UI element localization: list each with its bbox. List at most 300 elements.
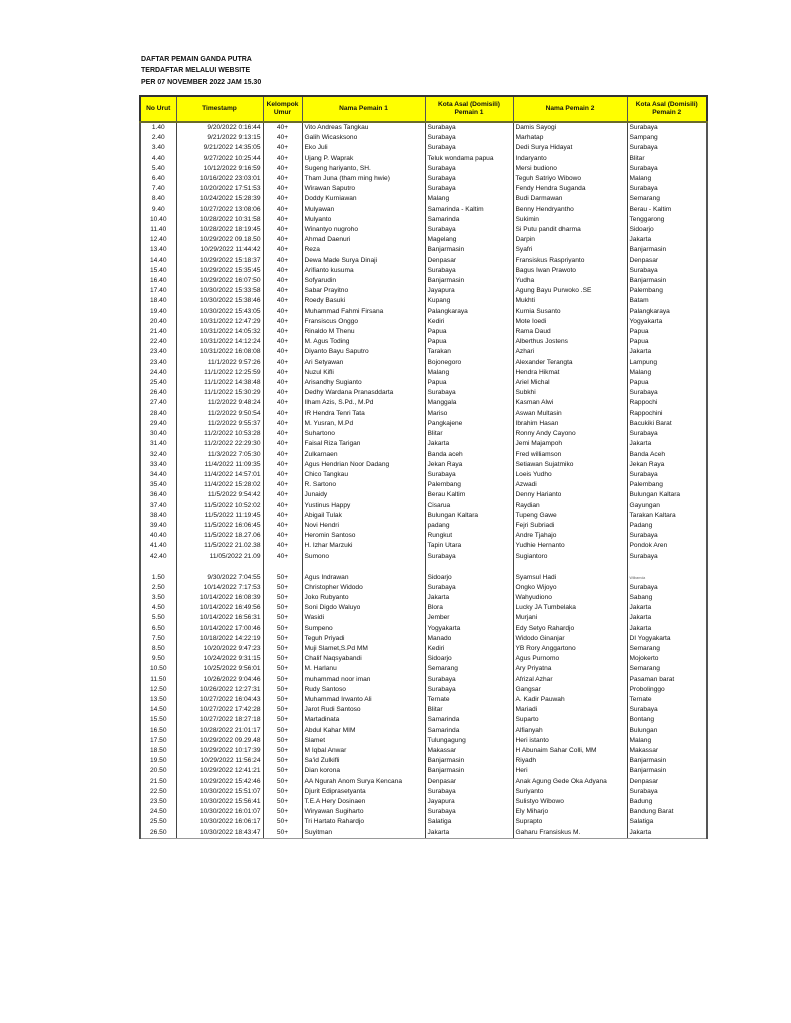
cell-nama-pemain-2: Setiawan Sujatmiko	[513, 460, 627, 470]
cell-kota-asal-pemain-1: Surabaya	[425, 133, 513, 143]
cell-nama-pemain-2: Afrizal Azhar	[513, 675, 627, 685]
cell-kota-asal-pemain-2: Ternate	[627, 695, 707, 705]
cell-kota-asal-pemain-1: Kediri	[425, 644, 513, 654]
cell-timestamp: 10/29/2022 09.18.50	[176, 235, 263, 245]
cell-kota-asal-pemain-1: Yogyakarta	[425, 624, 513, 634]
cell-timestamp: 10/30/2022 15:43:05	[176, 307, 263, 317]
cell-kota-asal-pemain-1: Jayapura	[425, 797, 513, 807]
cell-kelompok-umur: 40+	[263, 245, 302, 255]
cell-nama-pemain-1: Teguh Priyadi	[302, 634, 425, 644]
table-row	[140, 583, 707, 593]
cell-kelompok-umur: 50+	[263, 654, 302, 664]
cell-timestamp: 11/4/2022 15:28:02	[176, 480, 263, 490]
cell-no-urut: 25.40	[140, 378, 176, 388]
cell-no-urut: 7.40	[140, 184, 176, 194]
cell-kelompok-umur: 40+	[263, 164, 302, 174]
table-row	[140, 470, 707, 480]
cell-no-urut: 10.50	[140, 664, 176, 674]
cell-kota-asal-pemain-2: Batam	[627, 296, 707, 306]
cell-nama-pemain-1: Arifianto kusuma	[302, 266, 425, 276]
cell-nama-pemain-1: Abdul Kahar MIM	[302, 726, 425, 736]
cell-kota-asal-pemain-2: Surabaya	[627, 787, 707, 797]
table-row	[140, 828, 707, 839]
cell-kota-asal-pemain-1: Malang	[425, 194, 513, 204]
cell-nama-pemain-1: Rudy Santoso	[302, 685, 425, 695]
cell-nama-pemain-2: Wahyudiono	[513, 593, 627, 603]
cell-timestamp: 10/30/2022 15:33:58	[176, 286, 263, 296]
cell-nama-pemain-1: Mulyanto	[302, 215, 425, 225]
cell-nama-pemain-2: Suriyanto	[513, 787, 627, 797]
table-row	[140, 450, 707, 460]
cell-kelompok-umur: 50+	[263, 613, 302, 623]
cell-kota-asal-pemain-2: Surabaya	[627, 531, 707, 541]
cell-timestamp: 10/29/2022 15:18:37	[176, 256, 263, 266]
cell-timestamp: 10/26/2022 9:04:46	[176, 675, 263, 685]
cell-kota-asal-pemain-1: Denpasar	[425, 256, 513, 266]
cell-no-urut: 16.40	[140, 276, 176, 286]
cell-kelompok-umur: 40+	[263, 409, 302, 419]
cell-nama-pemain-1: Novi Hendri	[302, 521, 425, 531]
cell-kelompok-umur: 50+	[263, 685, 302, 695]
cell-timestamp: 11/4/2022 11:09:35	[176, 460, 263, 470]
cell-nama-pemain-2: Dedi Surya Hidayat	[513, 143, 627, 153]
cell-timestamp: 10/29/2022 15:35:45	[176, 266, 263, 276]
cell-kelompok-umur: 40+	[263, 194, 302, 204]
cell-no-urut: 9.50	[140, 654, 176, 664]
table-row	[140, 317, 707, 327]
table-row	[140, 705, 707, 715]
cell-kota-asal-pemain-2: Papua	[627, 337, 707, 347]
cell-nama-pemain-2: Indaryanto	[513, 154, 627, 164]
cell-no-urut: 12.50	[140, 685, 176, 695]
cell-kelompok-umur: 40+	[263, 439, 302, 449]
cell-kelompok-umur: 40+	[263, 266, 302, 276]
cell-kota-asal-pemain-2: Berau - Kaltim	[627, 205, 707, 215]
table-row	[140, 388, 707, 398]
cell-no-urut: 2.40	[140, 133, 176, 143]
cell-kota-asal-pemain-2: Malang	[627, 736, 707, 746]
cell-nama-pemain-2: Widodo Ginanjar	[513, 634, 627, 644]
cell-no-urut: 21.50	[140, 777, 176, 787]
cell-no-urut: 18.40	[140, 296, 176, 306]
cell-nama-pemain-1: Dian korona	[302, 766, 425, 776]
cell-kota-asal-pemain-2: Semarang	[627, 644, 707, 654]
cell-kelompok-umur: 50+	[263, 756, 302, 766]
cell-nama-pemain-2: Gangsar	[513, 685, 627, 695]
cell-kelompok-umur: 40+	[263, 327, 302, 337]
cell-kota-asal-pemain-2: Jakarta	[627, 603, 707, 613]
table-row	[140, 531, 707, 541]
table-row	[140, 235, 707, 245]
cell-nama-pemain-1: Tham Juna (tham ming hwie)	[302, 174, 425, 184]
cell-kota-asal-pemain-1: Samarinda	[425, 215, 513, 225]
cell-nama-pemain-1: M. Harlanu	[302, 664, 425, 674]
table-row	[140, 439, 707, 449]
cell-timestamp: 10/18/2022 14:22:19	[176, 634, 263, 644]
cell-kota-asal-pemain-2: Badung	[627, 797, 707, 807]
cell-nama-pemain-2: Ibrahim Hasan	[513, 419, 627, 429]
cell-kota-asal-pemain-1: Banjarmasin	[425, 245, 513, 255]
cell-no-urut: 35.40	[140, 480, 176, 490]
cell-kelompok-umur: 50+	[263, 736, 302, 746]
cell-kota-asal-pemain-2: Lampung	[627, 358, 707, 368]
cell-nama-pemain-2: Fransiskus Raspriyanto	[513, 256, 627, 266]
cell-nama-pemain-2: Azhari	[513, 347, 627, 357]
cell-kota-asal-pemain-2: Denpasar	[627, 777, 707, 787]
cell-no-urut: 26.40	[140, 388, 176, 398]
cell-kelompok-umur: 40+	[263, 378, 302, 388]
cell-kota-asal-pemain-1: Palangkaraya	[425, 307, 513, 317]
cell-kelompok-umur: 50+	[263, 726, 302, 736]
cell-kota-asal-pemain-2: Bontang	[627, 715, 707, 725]
table-row	[140, 358, 707, 368]
cell-kelompok-umur: 50+	[263, 603, 302, 613]
cell-kota-asal-pemain-1: Bojonegoro	[425, 358, 513, 368]
cell-kota-asal-pemain-1: Jakarta	[425, 593, 513, 603]
cell-nama-pemain-1: Jarot Rudi Santoso	[302, 705, 425, 715]
cell-no-urut: 34.40	[140, 470, 176, 480]
cell-kota-asal-pemain-2: Makassar	[627, 746, 707, 756]
cell-kota-asal-pemain-2: Rappochini	[627, 409, 707, 419]
cell-kelompok-umur: 40+	[263, 276, 302, 286]
cell-timestamp: 10/27/2022 17:42:28	[176, 705, 263, 715]
cell-nama-pemain-1: Agus Indrawan	[302, 573, 425, 583]
table-row	[140, 266, 707, 276]
cell-timestamp: 10/29/2022 12:41:21	[176, 766, 263, 776]
cell-kelompok-umur: 40+	[263, 490, 302, 500]
cell-nama-pemain-2: Marhatap	[513, 133, 627, 143]
cell-nama-pemain-1: Sumpeno	[302, 624, 425, 634]
cell-no-urut: 6.50	[140, 624, 176, 634]
cell-nama-pemain-2: Subkhi	[513, 388, 627, 398]
cell-no-urut: 40.40	[140, 531, 176, 541]
cell-nama-pemain-2: Mariadi	[513, 705, 627, 715]
cell-no-urut: 15.50	[140, 715, 176, 725]
table-row	[140, 613, 707, 623]
cell-nama-pemain-2: Sukimin	[513, 215, 627, 225]
cell-nama-pemain-2: Rama Daud	[513, 327, 627, 337]
header-no-urut: No Urut	[140, 96, 176, 122]
cell-kota-asal-pemain-1: Manggala	[425, 398, 513, 408]
cell-kota-asal-pemain-2: Mojokerto	[627, 654, 707, 664]
table-row	[140, 593, 707, 603]
table-row	[140, 143, 707, 153]
cell-kota-asal-pemain-2: Surabaya	[627, 388, 707, 398]
cell-kota-asal-pemain-2: Tenggarong	[627, 215, 707, 225]
cell-no-urut: 16.50	[140, 726, 176, 736]
cell-timestamp: 10/14/2022 16:49:56	[176, 603, 263, 613]
cell-nama-pemain-2: Agung Bayu Purwoko .SE	[513, 286, 627, 296]
cell-no-urut: 32.40	[140, 450, 176, 460]
cell-nama-pemain-2: H Abunaim Sahar Colli, MM	[513, 746, 627, 756]
cell-kota-asal-pemain-2: Surabaya	[627, 583, 707, 593]
cell-kota-asal-pemain-1: Salatiga	[425, 817, 513, 827]
cell-nama-pemain-2: Budi Darmawan	[513, 194, 627, 204]
cell-timestamp: 11/4/2022 14:57:01	[176, 470, 263, 480]
cell-timestamp: 10/29/2022 10:17:39	[176, 746, 263, 756]
cell-kota-asal-pemain-1: Surabaya	[425, 143, 513, 153]
table-row	[140, 685, 707, 695]
cell-timestamp: 10/30/2022 18:43:47	[176, 828, 263, 839]
cell-nama-pemain-1: Heromin Santoso	[302, 531, 425, 541]
cell-no-urut: 30.40	[140, 429, 176, 439]
cell-no-urut: 25.50	[140, 817, 176, 827]
cell-timestamp: 10/24/2022 15:28:39	[176, 194, 263, 204]
cell-nama-pemain-2: Si Putu pandit dharma	[513, 225, 627, 235]
table-row	[140, 286, 707, 296]
cell-kelompok-umur: 40+	[263, 286, 302, 296]
cell-no-urut: 23.40	[140, 347, 176, 357]
cell-timestamp: 9/20/2022 0:16:44	[176, 122, 263, 133]
cell-nama-pemain-2: Yudha	[513, 276, 627, 286]
cell-nama-pemain-1: Sabar Prayitno	[302, 286, 425, 296]
cell-kota-asal-pemain-2: Surabaya	[627, 164, 707, 174]
cell-kota-asal-pemain-2: Banjarmasin	[627, 756, 707, 766]
document-subtitle: TERDAFTAR MELALUI WEBSITE	[141, 67, 251, 75]
cell-kota-asal-pemain-2: Jakarta	[627, 828, 707, 839]
table-row	[140, 398, 707, 408]
cell-kelompok-umur: 50+	[263, 817, 302, 827]
cell-kelompok-umur: 40+	[263, 296, 302, 306]
cell-timestamp: 10/12/2022 9:16:59	[176, 164, 263, 174]
cell-kota-asal-pemain-1: Surabaya	[425, 470, 513, 480]
cell-kota-asal-pemain-1: Blora	[425, 603, 513, 613]
cell-nama-pemain-2: Heri	[513, 766, 627, 776]
cell-timestamp: 11/5/2022 11:19:45	[176, 511, 263, 521]
cell-kota-asal-pemain-2: Padang	[627, 521, 707, 531]
cell-no-urut: 9.40	[140, 205, 176, 215]
cell-no-urut: 5.40	[140, 164, 176, 174]
table-row	[140, 409, 707, 419]
cell-kota-asal-pemain-2: Surabaya	[627, 470, 707, 480]
registration-table	[139, 95, 708, 839]
cell-nama-pemain-1: Nuzul Kifli	[302, 368, 425, 378]
cell-kota-asal-pemain-1: Berau Kaltim	[425, 490, 513, 500]
cell-nama-pemain-1: Muji Slamet,S.Pd MM	[302, 644, 425, 654]
cell-kelompok-umur: 50+	[263, 583, 302, 593]
cell-timestamp: 10/28/2022 18:19:45	[176, 225, 263, 235]
table-row	[140, 174, 707, 184]
cell-kota-asal-pemain-1: Banjarmasin	[425, 766, 513, 776]
table-row	[140, 603, 707, 613]
table-row	[140, 460, 707, 470]
cell-no-urut: 37.40	[140, 501, 176, 511]
group-separator-row	[140, 562, 707, 573]
cell-nama-pemain-1: Abigail Tulak	[302, 511, 425, 521]
cell-nama-pemain-2: Raydian	[513, 501, 627, 511]
cell-kota-asal-pemain-1: Rungkut	[425, 531, 513, 541]
cell-timestamp: 11/1/2022 15:30:29	[176, 388, 263, 398]
cell-kota-asal-pemain-1: Surabaya	[425, 266, 513, 276]
cell-nama-pemain-2: Suparto	[513, 715, 627, 725]
cell-kelompok-umur: 40+	[263, 205, 302, 215]
cell-kota-asal-pemain-2: Sabang	[627, 593, 707, 603]
cell-timestamp: 11/2/2022 10:53:28	[176, 429, 263, 439]
cell-nama-pemain-1: AA Ngurah Anom Surya Kencana	[302, 777, 425, 787]
cell-timestamp: 10/20/2022 9:47:23	[176, 644, 263, 654]
cell-kota-asal-pemain-2: Yogyakarta	[627, 317, 707, 327]
table-row	[140, 480, 707, 490]
cell-kota-asal-pemain-1: Makassar	[425, 746, 513, 756]
cell-kelompok-umur: 40+	[263, 531, 302, 541]
cell-kota-asal-pemain-1: Surabaya	[425, 184, 513, 194]
cell-kelompok-umur: 40+	[263, 541, 302, 551]
cell-kota-asal-pemain-2: Malang	[627, 174, 707, 184]
table-row	[140, 194, 707, 204]
cell-nama-pemain-1: M. Yusran, M.Pd	[302, 419, 425, 429]
cell-timestamp: 11/5/2022 9:54:42	[176, 490, 263, 500]
cell-kota-asal-pemain-1: Samarinda	[425, 726, 513, 736]
table-row	[140, 807, 707, 817]
cell-kota-asal-pemain-2: Surabaya	[627, 184, 707, 194]
cell-nama-pemain-2: Azwadi	[513, 480, 627, 490]
cell-kota-asal-pemain-2: Tarakan Kaltara	[627, 511, 707, 521]
cell-kelompok-umur: 50+	[263, 624, 302, 634]
cell-timestamp: 10/31/2022 12:47:29	[176, 317, 263, 327]
cell-no-urut: 22.50	[140, 787, 176, 797]
cell-timestamp: 10/14/2022 17:00:46	[176, 624, 263, 634]
cell-no-urut: 8.50	[140, 644, 176, 654]
cell-no-urut: 11.50	[140, 675, 176, 685]
cell-nama-pemain-2: Syamsul Hadi	[513, 573, 627, 583]
cell-kota-asal-pemain-1: Sidoarjo	[425, 573, 513, 583]
cell-timestamp: 10/30/2022 16:01:07	[176, 807, 263, 817]
cell-kota-asal-pemain-2: Semarang	[627, 194, 707, 204]
empty-cell	[627, 562, 707, 573]
cell-kota-asal-pemain-1: Tapin Utara	[425, 541, 513, 551]
cell-kota-asal-pemain-2: Jakarta	[627, 624, 707, 634]
cell-kelompok-umur: 50+	[263, 573, 302, 583]
cell-nama-pemain-1: Doddy Kurniawan	[302, 194, 425, 204]
cell-timestamp: 9/21/2022 14:35:05	[176, 143, 263, 153]
table-row	[140, 664, 707, 674]
table-row	[140, 205, 707, 215]
cell-timestamp: 10/30/2022 15:51:07	[176, 787, 263, 797]
cell-kota-asal-pemain-1: Papua	[425, 378, 513, 388]
cell-no-urut: 17.40	[140, 286, 176, 296]
cell-kelompok-umur: 50+	[263, 777, 302, 787]
cell-kota-asal-pemain-1: Banda aceh	[425, 450, 513, 460]
cell-timestamp: 11/5/2022 18.27.06	[176, 531, 263, 541]
cell-nama-pemain-1: T.E.A Hery Dosinaen	[302, 797, 425, 807]
cell-no-urut: 20.50	[140, 766, 176, 776]
cell-nama-pemain-2: Lucky JA Tumbelaka	[513, 603, 627, 613]
cell-kota-asal-pemain-1: Jakarta	[425, 439, 513, 449]
cell-kota-asal-pemain-2: Bulungan	[627, 726, 707, 736]
cell-timestamp: 10/28/2022 10:31:58	[176, 215, 263, 225]
cell-nama-pemain-1: Suyitman	[302, 828, 425, 839]
cell-kelompok-umur: 40+	[263, 470, 302, 480]
cell-nama-pemain-1: Rinaldo M Thenu	[302, 327, 425, 337]
cell-nama-pemain-2: Benny Hendryantho	[513, 205, 627, 215]
cell-nama-pemain-1: Dedhy Wardana Pranasddarta	[302, 388, 425, 398]
cell-nama-pemain-2: Suprapto	[513, 817, 627, 827]
cell-timestamp: 10/14/2022 16:56:31	[176, 613, 263, 623]
cell-timestamp: 11/1/2022 9:57:26	[176, 358, 263, 368]
cell-nama-pemain-2: Hendra Hikmat	[513, 368, 627, 378]
cell-kota-asal-pemain-2: Bulungan Kaltara	[627, 490, 707, 500]
cell-kelompok-umur: 50+	[263, 644, 302, 654]
cell-timestamp: 10/25/2022 9:56:01	[176, 664, 263, 674]
table-row	[140, 327, 707, 337]
table-row	[140, 154, 707, 164]
cell-kelompok-umur: 40+	[263, 154, 302, 164]
cell-kota-asal-pemain-2: Surabaya	[627, 143, 707, 153]
table-row	[140, 756, 707, 766]
cell-nama-pemain-2: Ariel Michal	[513, 378, 627, 388]
cell-nama-pemain-1: Soni Digdo Waluyo	[302, 603, 425, 613]
cell-kelompok-umur: 40+	[263, 429, 302, 439]
cell-nama-pemain-2: Mukhti	[513, 296, 627, 306]
cell-timestamp: 10/31/2022 14:05:32	[176, 327, 263, 337]
cell-nama-pemain-1: Sugeng hariyanto, SH.	[302, 164, 425, 174]
cell-nama-pemain-1: M Iqbal Anwar	[302, 746, 425, 756]
empty-cell	[263, 562, 302, 573]
table-row	[140, 225, 707, 235]
cell-kota-asal-pemain-1: Surabaya	[425, 685, 513, 695]
cell-timestamp: 11/5/2022 21.02.38	[176, 541, 263, 551]
cell-no-urut: 13.50	[140, 695, 176, 705]
cell-kota-asal-pemain-1: Samarinda - Kaltim	[425, 205, 513, 215]
cell-no-urut: 19.40	[140, 307, 176, 317]
cell-timestamp: 10/31/2022 16:08:08	[176, 347, 263, 357]
table-row	[140, 296, 707, 306]
table-row	[140, 777, 707, 787]
cell-kota-asal-pemain-1: Papua	[425, 327, 513, 337]
cell-nama-pemain-1: Reza	[302, 245, 425, 255]
cell-nama-pemain-1: Diyanto Bayu Saputro	[302, 347, 425, 357]
cell-no-urut: 41.40	[140, 541, 176, 551]
cell-nama-pemain-2: Mersi budiono	[513, 164, 627, 174]
table-row	[140, 736, 707, 746]
cell-kota-asal-pemain-2: Banda Aceh	[627, 450, 707, 460]
table-row	[140, 573, 707, 583]
cell-kelompok-umur: 40+	[263, 358, 302, 368]
cell-no-urut: 38.40	[140, 511, 176, 521]
cell-nama-pemain-2: Yudhie Hernanto	[513, 541, 627, 551]
cell-no-urut: 28.40	[140, 409, 176, 419]
cell-nama-pemain-1: Zulkarnaen	[302, 450, 425, 460]
cell-kota-asal-pemain-2: Jakarta	[627, 613, 707, 623]
cell-kota-asal-pemain-2: Probolinggo	[627, 685, 707, 695]
header-nama-pemain-2: Nama Pemain 2	[513, 96, 627, 122]
document-title-block	[141, 54, 261, 88]
cell-no-urut: 3.50	[140, 593, 176, 603]
cell-nama-pemain-1: R. Sartono	[302, 480, 425, 490]
cell-nama-pemain-2: Damis Sayogi	[513, 122, 627, 133]
table-row	[140, 501, 707, 511]
cell-kota-asal-pemain-2: Semarang	[627, 664, 707, 674]
cell-nama-pemain-2: Jemi Majampoh	[513, 439, 627, 449]
cell-nama-pemain-2: A. Kadir Pauwah	[513, 695, 627, 705]
cell-kota-asal-pemain-1: Mariso	[425, 409, 513, 419]
cell-nama-pemain-2: Aswan Multasin	[513, 409, 627, 419]
cell-timestamp: 11/2/2022 9:55:37	[176, 419, 263, 429]
cell-kelompok-umur: 40+	[263, 225, 302, 235]
cell-kelompok-umur: 50+	[263, 705, 302, 715]
cell-kelompok-umur: 50+	[263, 675, 302, 685]
table-row	[140, 787, 707, 797]
cell-nama-pemain-2: Fred williamson	[513, 450, 627, 460]
cell-kelompok-umur: 40+	[263, 521, 302, 531]
cell-kota-asal-pemain-2: Jakarta	[627, 439, 707, 449]
cell-nama-pemain-1: Mulyawan	[302, 205, 425, 215]
cell-kota-asal-pemain-2: Pondok Aren	[627, 541, 707, 551]
cell-timestamp: 11/5/2022 16:06:45	[176, 521, 263, 531]
cell-nama-pemain-1: Winantyo nugroho	[302, 225, 425, 235]
cell-kelompok-umur: 40+	[263, 368, 302, 378]
cell-no-urut: 3.40	[140, 143, 176, 153]
